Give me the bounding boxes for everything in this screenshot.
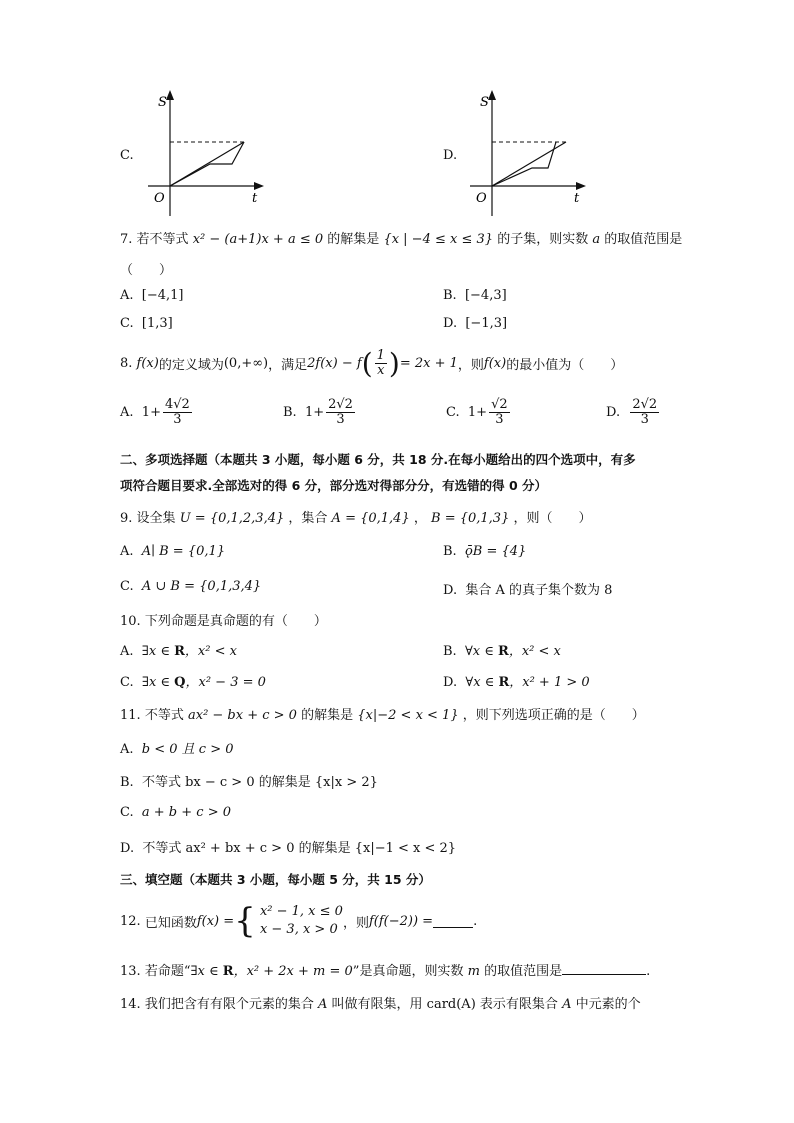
option-quantifier: ∃x ∈ <box>141 675 175 690</box>
q13-stem <box>120 960 650 979</box>
q7-text-d: 的取值范围是 <box>604 232 683 247</box>
frac-denominator: 3 <box>640 411 649 427</box>
q14-text-b: 叫做有限集，用 <box>331 997 423 1012</box>
q8-option-c[interactable] <box>446 398 512 426</box>
q13-answer-blank[interactable] <box>562 962 646 975</box>
q9-option-c[interactable] <box>120 579 261 594</box>
q11-text-c: ，则下列选项正确的是（ ） <box>462 708 645 723</box>
option-label: C. <box>446 404 460 420</box>
q6d-x-label: t <box>574 191 580 206</box>
q13-var: m <box>467 964 480 979</box>
q8-option-b[interactable] <box>283 398 357 426</box>
option-label: C. <box>120 579 134 594</box>
option-label: A. <box>120 644 134 659</box>
option-number-set: Q <box>174 675 186 690</box>
option-value: [−4,3] <box>464 288 507 303</box>
option-label: B. <box>120 775 134 790</box>
q10-option-b[interactable] <box>443 640 561 659</box>
option-value: [−4,1] <box>141 288 184 303</box>
option-quantifier: ∀x ∈ <box>465 675 499 690</box>
q9-text-b: ，集合 <box>288 511 328 526</box>
q11-stem <box>120 704 645 723</box>
option-value: A ∪ B = {0,1,3,4} <box>141 579 262 594</box>
q8-option-d[interactable] <box>606 398 661 426</box>
option-prefix: 1+ <box>304 404 325 420</box>
frac-numerator: 4√2 <box>164 397 190 412</box>
q8-stem: 8. f(x) 的定义域为 (0,+∞) ，满足 2f(x) − f ( $\frac{1}{x}$ ) = 2x + 1 ，则 f(x) 的最小值为（ ） <box>120 346 624 380</box>
option-label: A. <box>120 544 134 559</box>
option-label: B. <box>443 544 457 559</box>
q12-case-1: x² − 1, x ≤ 0 <box>259 903 343 919</box>
q9-sep: ， <box>413 511 427 526</box>
q9-universal-set: U = {0,1,2,3,4} <box>179 511 285 526</box>
option-label: C. <box>120 805 134 820</box>
frac-denominator: x <box>377 362 385 378</box>
q6-option-d-label: D. <box>443 148 458 163</box>
frac-numerator: 1 <box>376 347 385 363</box>
q9-set-b: B = {0,1,3} <box>431 511 510 526</box>
q13-text-a: 若命题“ <box>144 964 191 979</box>
q8-number: 8. <box>120 355 133 371</box>
option-quantifier: ∀x ∈ <box>464 644 499 659</box>
q7-option-a[interactable] <box>120 288 184 303</box>
q6d-y-label: S <box>480 95 489 110</box>
option-prefix: 1+ <box>467 404 488 420</box>
frac-numerator: √2 <box>491 397 508 412</box>
q9-option-d[interactable] <box>443 579 612 598</box>
option-label: D. <box>443 675 458 690</box>
q10-option-a[interactable] <box>120 640 237 659</box>
q7-text-b: 的解集是 <box>327 232 380 247</box>
q7-set: {x | −4 ≤ x ≤ 3} <box>383 232 494 247</box>
q12-text-b: ，则 <box>342 915 369 931</box>
option-value: [1,3] <box>141 316 173 331</box>
q9-number: 9. <box>120 511 133 526</box>
q14-var2: A <box>562 997 572 1012</box>
option-number-set: R <box>498 675 510 690</box>
option-value: ǭB = {4} <box>464 544 527 559</box>
q8-eq-right: = 2x + 1 <box>399 355 458 371</box>
q10-text: 下列命题是真命题的有（ ） <box>144 614 327 629</box>
q12-stem <box>120 898 477 944</box>
q12-text-a: 已知函数 <box>144 915 197 931</box>
q6c-origin-label: O <box>154 191 165 206</box>
q7-number: 7. <box>120 232 133 247</box>
q14-text-a: 我们把含有有限个元素的集合 <box>144 997 314 1012</box>
q7-text-c: 的子集，则实数 <box>497 232 589 247</box>
q12-fx: f(x) = <box>196 913 235 929</box>
q7-option-c[interactable] <box>120 316 173 331</box>
frac-denominator: 3 <box>173 411 182 427</box>
option-label: A. <box>120 288 134 303</box>
q13-prop-quant: ∃x ∈ <box>190 964 223 979</box>
q10-option-c[interactable] <box>120 671 266 690</box>
q9-set-a: A = {0,1,4} <box>331 511 410 526</box>
q6c-y-label: S <box>158 95 167 110</box>
q10-stem <box>120 610 327 629</box>
option-label: B. <box>283 404 297 420</box>
section-2-header-line1: 二、多项选择题（本题共 3 小题，每小题 6 分，共 18 分.在每小题给出的四个选项中，有多 <box>120 452 636 467</box>
q14-var: A <box>317 997 328 1012</box>
q11-option-b[interactable] <box>120 771 378 790</box>
option-rest: ，x² < x <box>184 644 237 659</box>
q13-prop-eq: ，x² + 2x + m = 0 <box>233 964 353 979</box>
frac-denominator: 3 <box>495 411 504 427</box>
q11-option-a[interactable] <box>120 738 234 757</box>
q9-stem <box>120 507 592 526</box>
q6c-x-label: t <box>252 191 258 206</box>
q11-text-b: 的解集是 <box>301 708 354 723</box>
q9-option-a[interactable] <box>120 544 225 559</box>
option-rest: ，x² − 3 = 0 <box>185 675 266 690</box>
q11-set: {x|−2 < x < 1} <box>357 708 459 723</box>
q9-text-a: 设全集 <box>136 511 176 526</box>
q7-option-b[interactable] <box>443 288 507 303</box>
q12-case-2: x − 3, x > 0 <box>259 922 338 937</box>
q6-option-c-graph <box>148 88 266 216</box>
q13-text-c: 的取值范围是 <box>484 964 563 979</box>
q13-end: . <box>646 964 651 979</box>
q11-option-d[interactable] <box>120 837 456 856</box>
q8-text-c: ，则 <box>457 357 484 373</box>
q7-stem <box>120 228 682 247</box>
q7-option-d[interactable] <box>443 316 507 331</box>
q14-text-c: 表示有限集合 <box>479 997 558 1012</box>
q11-inequality: ax² − bx + c > 0 <box>187 708 297 723</box>
option-label: C. <box>120 675 134 690</box>
option-label: D. <box>606 404 621 420</box>
q6-option-d-graph <box>470 88 588 216</box>
q8-text-d: 的最小值为（ ） <box>506 357 624 373</box>
q11-option-c[interactable] <box>120 805 231 820</box>
option-number-set: R <box>174 644 185 659</box>
q6d-origin-label: O <box>476 191 487 206</box>
q7-answer-paren: （ ） <box>120 263 173 278</box>
q8-text-a: 的定义域为 <box>158 357 224 373</box>
q8-option-a[interactable] <box>120 398 194 426</box>
option-label: B. <box>443 644 457 659</box>
frac-numerator: 2√2 <box>632 397 658 412</box>
q12-piecewise: { x² − 1, x ≤ 0 x − 3, x > 0 <box>234 901 343 941</box>
q14-card: card(A) <box>426 997 476 1012</box>
option-value: [−1,3] <box>465 316 508 331</box>
q8-eq-left: 2f(x) − f <box>307 355 362 371</box>
section-3-header: 三、填空题（本题共 3 小题，每小题 5 分，共 15 分） <box>120 872 431 887</box>
q14-number: 14. <box>120 997 141 1012</box>
option-label: B. <box>443 288 457 303</box>
q8-frac <box>375 349 387 377</box>
q11-number: 11. <box>120 708 141 723</box>
option-prefix: 1+ <box>141 404 161 420</box>
section-2-header-line2: 项符合题目要求.全部选对的得 6 分，部分选对得部分分，有选错的得 0 分） <box>120 478 548 493</box>
q12-end: . <box>473 913 478 929</box>
option-value: A∣ B = {0,1} <box>141 544 226 559</box>
q14-text-d: 中元素的个 <box>575 997 641 1012</box>
frac-denominator: 3 <box>336 411 345 427</box>
q8-fx: f(x) <box>136 355 159 371</box>
q6-option-c-label: C. <box>120 148 134 163</box>
q10-option-d[interactable] <box>443 671 590 690</box>
q11-text-a: 不等式 <box>144 708 184 723</box>
q7-inequality: x² − (a+1)x + a ≤ 0 <box>192 232 324 247</box>
option-value: a + b + c > 0 <box>141 805 231 820</box>
q9-option-b[interactable] <box>443 544 526 559</box>
q8-text-b: ，满足 <box>268 357 308 373</box>
option-value: 集合 A 的真子集个数为 8 <box>465 583 613 598</box>
option-label: D. <box>443 583 458 598</box>
q14-stem <box>120 993 641 1012</box>
q13-prop-set: R <box>222 964 234 979</box>
q10-number: 10. <box>120 614 141 629</box>
option-label: C. <box>120 316 134 331</box>
option-label: D. <box>443 316 458 331</box>
option-number-set: R <box>498 644 509 659</box>
q7-var: a <box>592 232 601 247</box>
q7-text-a: 若不等式 <box>136 232 189 247</box>
option-label: A. <box>120 404 134 420</box>
q8-fx2: f(x) <box>483 355 507 371</box>
option-quantifier: ∃x ∈ <box>141 644 175 659</box>
q9-text-c: ，则（ ） <box>513 511 592 526</box>
q12-number: 12. <box>120 913 141 929</box>
option-label: A. <box>120 742 134 757</box>
q12-expr: f(f(−2)) = <box>368 913 434 929</box>
option-value: 不等式 ax² + bx + c > 0 的解集是 {x|−1 < x < 2} <box>142 841 457 856</box>
q12-answer-blank[interactable] <box>433 915 473 928</box>
option-value: 不等式 bx − c > 0 的解集是 {x|x > 2} <box>141 775 378 790</box>
option-rest: ，x² < x <box>508 644 561 659</box>
q13-text-b: ”是真命题，则实数 <box>352 964 464 979</box>
q8-domain: (0,+∞) <box>223 355 269 371</box>
option-label: D. <box>120 841 135 856</box>
frac-numerator: 2√2 <box>328 397 353 412</box>
option-rest: ，x² + 1 > 0 <box>509 675 590 690</box>
option-value: b < 0 且 c > 0 <box>141 742 234 757</box>
q13-number: 13. <box>120 964 141 979</box>
